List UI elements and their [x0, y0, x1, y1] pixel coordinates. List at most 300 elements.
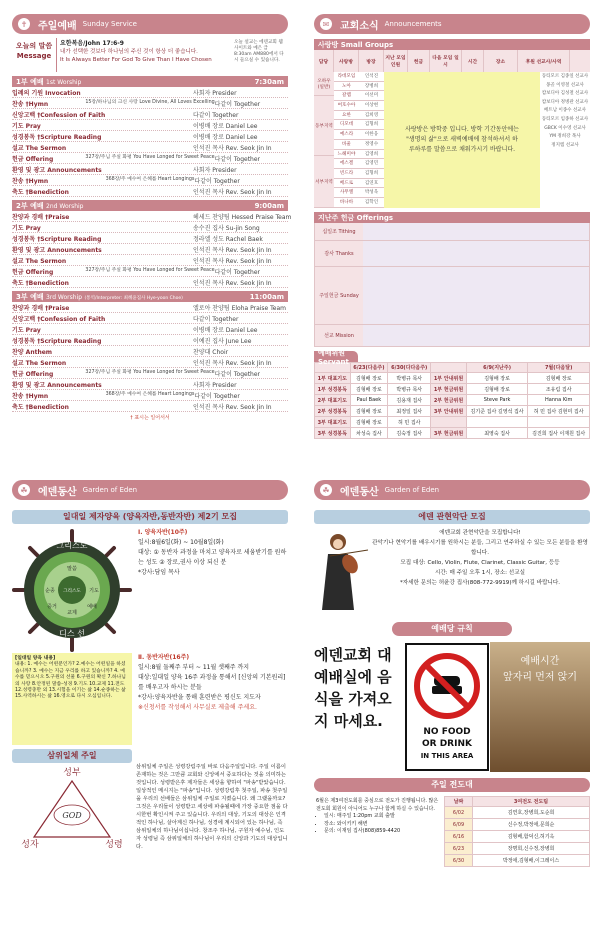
- order-leader: 인석진 목사 Rev. Seok Jin In: [193, 279, 272, 287]
- church-icon: ✝: [18, 18, 30, 30]
- worship-order-row: [12, 98, 288, 109]
- discipleship-content-box: [12, 653, 132, 745]
- second-worship-title-en: 2nd Worship: [46, 202, 84, 210]
- small-group-row: [334, 120, 384, 130]
- worship-order-row: [12, 277, 288, 288]
- order-leader: 이병배 장로 Daniel Lee: [193, 122, 258, 130]
- eden-left-banner: [12, 480, 288, 500]
- order-item: 찬송 †Hymn: [12, 177, 49, 185]
- evangelism-text: 6월은 제3여전도회를 중심으로 전도가 진행됩니다. 많은 전도회 회원이 아니어도 누구나 함께 하실 수 있습니다.: [316, 798, 439, 812]
- worship-order-row: [12, 153, 288, 164]
- servant-name: 김형배 장로: [466, 384, 528, 395]
- servant-name: Paul Baek: [350, 395, 388, 406]
- order-item: 환영 및 광고 Announcements: [12, 166, 102, 174]
- rebroadcast-note: 오늘 설교는 에덴교회 웹사이트와 예은 급 8:30am AM880에서 다시 들으실 수 있습니다.: [234, 40, 284, 63]
- order-leader: 다같이 Together: [214, 100, 261, 108]
- order-item: 기도 Pray: [12, 122, 41, 130]
- no-food-message: 에덴교회 대예배실에 음식을 가져오지 마세요.: [314, 646, 392, 730]
- missionary-item: 정지엠 선교사: [551, 142, 579, 148]
- sunday-service-section: [12, 14, 292, 464]
- small-group-name: 느헤미야: [337, 151, 356, 157]
- small-group-area: 서부지역: [314, 156, 334, 208]
- standing-note: † 표시는 일어서서: [130, 415, 170, 421]
- orch-line3: 모집 대상: Cello, Violin, Flute, Clarinet, Classic Guitar, 등등: [400, 560, 560, 566]
- hymn-title: 368장/주 예수여 은혜를 Heart Longings: [105, 176, 195, 182]
- course1-target: 대상: ① 동반자 과정을 마치고 양육자로 세움받기를 원하는 성도 ② 장로,권사 이상 되신 분: [138, 549, 287, 566]
- small-group-row: [334, 150, 384, 160]
- order-leader: 다같이 Together: [194, 392, 240, 400]
- evangelism-title: 주일 전도대: [314, 778, 590, 792]
- missionary-item: 몽골 이영철 선교사: [546, 82, 584, 88]
- small-group-row: [334, 169, 384, 179]
- banner-title: 교회소식: [340, 20, 379, 32]
- worship-order-row: [12, 109, 288, 120]
- offering-label: 감사 Thanks: [315, 241, 363, 266]
- first-worship-time: 7:30am: [254, 77, 284, 86]
- third-worship: [12, 291, 288, 421]
- content-box-text: 내용: 1. 예수는 어떤분인가? 2.예수는 어떤일을 하셨습니까? 3. 예수는 지금 우리를 하고 있습니까? 4. 예수를 믿으시오 5.구원의 선물 6.구원의 확신 7.하나님의 사랑 8.안정된 말씀-성경 9.기도 10.교제 11.전도 12.성령충만 외 13.시험을 이기는 삶 14.순종하는 삶 15.사역하시는 삶 16.영으로 다시 오심입니다.: [15, 662, 126, 700]
- second-worship-order: [12, 211, 292, 288]
- evangelism-items: [316, 813, 442, 836]
- missionary-item: 캄보디아 김성철 선교사: [541, 91, 589, 97]
- evangelism-team: 신수정,박정애,문희순: [473, 819, 590, 831]
- servant-role: 1부 헌금위원: [431, 384, 467, 395]
- evangelism-date: 6/16: [445, 831, 473, 843]
- servant-name: 김숙정 집사: [388, 428, 431, 439]
- servant-name: 김형배 장로: [466, 373, 528, 384]
- course2-info: [132, 653, 288, 745]
- servant-role: 3부 안내위원: [431, 406, 467, 417]
- servant-row: [315, 395, 590, 406]
- small-group-name: 여호수아: [337, 103, 356, 109]
- small-groups-header: [314, 39, 590, 50]
- small-group-leader: 김영희: [364, 151, 379, 157]
- missionary-item: GBCK 이수영 선교사: [544, 125, 586, 131]
- small-group-column-header: 후원 선교사/사역: [518, 50, 570, 72]
- evangelism-info: [314, 796, 444, 867]
- orchestra-text: [370, 528, 590, 616]
- third-worship-header: [12, 291, 288, 302]
- orchestra-title: 에덴 관현악단 모집: [314, 510, 590, 524]
- sunday-service-banner: [12, 14, 288, 34]
- wheel-center-label: 그리스도: [63, 589, 81, 594]
- evangelism-date: 6/09: [445, 819, 473, 831]
- order-item: 성경봉독 †Scripture Reading: [12, 235, 102, 243]
- servant-role: 1부 안내위원: [431, 373, 467, 384]
- violinist-image: [314, 528, 370, 616]
- scripture-block: [56, 38, 232, 72]
- trinity-body: [12, 763, 288, 883]
- servant-name: [528, 417, 590, 428]
- small-groups-areas: [314, 72, 334, 208]
- servant-row: [315, 417, 590, 428]
- worship-order-row: [12, 335, 288, 346]
- small-group-leader: 김형희: [364, 170, 379, 176]
- worship-order-row: [12, 120, 288, 131]
- eden-right-banner: [314, 480, 590, 500]
- small-groups-table: [314, 50, 590, 208]
- banner-subtitle: Sunday Service: [82, 20, 137, 28]
- banner-title: 에덴동산: [340, 486, 379, 498]
- small-group-row: [334, 198, 384, 208]
- course1-date: 일시:8월6일(화) ~ 10월8일(화): [138, 539, 224, 546]
- evangelism-row: [445, 819, 590, 831]
- servant-role: 3부 성경봉독: [315, 428, 351, 439]
- evangelism-team: 김연호,장병희,도순희: [473, 807, 590, 819]
- offering-label: 선교 Mission: [315, 325, 363, 346]
- trinity-top-label: 성부: [63, 768, 81, 778]
- small-group-column-header: 시간: [462, 50, 484, 72]
- small-group-row: [334, 111, 384, 121]
- small-groups-rows: [334, 72, 384, 208]
- small-group-name: 갈렙: [342, 93, 351, 99]
- eden-right-section: [314, 480, 590, 920]
- offering-label: 주일헌금 Sunday: [315, 267, 363, 324]
- order-leader: 송수진 집사 Su-jin Song: [193, 224, 260, 232]
- trinity-right-label: 성령: [105, 840, 123, 850]
- small-group-row: [334, 82, 384, 92]
- small-group-row: [334, 179, 384, 189]
- evangelism-row: [445, 831, 590, 843]
- small-group-row: [334, 140, 384, 150]
- banner-subtitle: Announcements: [384, 20, 442, 28]
- missionary-item: 캄보디아 정병관 선교사: [541, 99, 589, 105]
- megaphone-icon: ✉: [320, 18, 332, 30]
- orchestra-body: [314, 528, 590, 616]
- order-item: 축도 †Benediction: [12, 279, 69, 287]
- small-group-row: [334, 91, 384, 101]
- banner-title: 에덴동산: [38, 486, 77, 498]
- order-leader: 사회자 Presider: [193, 89, 237, 97]
- small-group-name: 라데모임: [337, 74, 356, 79]
- second-worship-time: 9:00am: [254, 201, 284, 210]
- servant-name: 차성숙 집사: [350, 428, 388, 439]
- wheel-label: 증거: [47, 604, 57, 610]
- servant-name: 김형배 장로: [350, 406, 388, 417]
- small-group-name: 예스라: [339, 132, 354, 138]
- small-group-name: 사무엘: [339, 190, 354, 196]
- course1-title: Ⅰ. 양육자반(10주): [138, 529, 188, 536]
- orch-line4: 시간: 매 주일 오후 1시, 장소: 선교실: [434, 570, 526, 576]
- wheel-label: 교제: [67, 610, 77, 616]
- wheel-label: 순종: [45, 588, 55, 594]
- small-group-leader: 김희영: [364, 112, 379, 118]
- small-group-row: [334, 130, 384, 140]
- servant-name: 김용재 집사: [388, 395, 431, 406]
- small-group-row: [334, 188, 384, 198]
- evangelism-date: 6/02: [445, 807, 473, 819]
- rules-title: 예배당 규칙: [392, 622, 512, 636]
- order-item: 신앙고백 †Confession of Faith: [12, 315, 106, 323]
- missionary-item: 베트남 이종수 선교사: [544, 108, 586, 114]
- order-leader: 이병배 장로 Daniel Lee: [193, 326, 258, 334]
- servant-column-header: 6/23(다음주): [350, 363, 388, 373]
- evangelism-table: [444, 796, 590, 867]
- worship-order-row: [12, 324, 288, 335]
- small-group-leader: 김형희: [364, 122, 379, 128]
- course1-teacher: *강사:담임 목사: [138, 569, 180, 576]
- order-leader: 사회자 Presider: [193, 381, 237, 389]
- orch-line5: *자세한 문의는 허윤강 집사(808-772-9919)께 하시길 바랍니다.: [399, 580, 561, 586]
- evangelism-item: • 일시: 매주일 1:20pm 교회 출발: [324, 813, 442, 821]
- banner-subtitle: Garden of Eden: [384, 486, 440, 494]
- worship-order-row: [12, 368, 288, 379]
- small-group-leader: 이선미: [364, 93, 379, 99]
- servant-name: 김형배 장로: [350, 373, 388, 384]
- small-group-column-header: 담당: [314, 50, 334, 72]
- order-item: 성경봉독 †Scripture Reading: [12, 133, 102, 141]
- worship-order-row: [12, 255, 288, 266]
- small-group-leader: 정영수: [364, 141, 379, 147]
- small-group-name: 요한: [342, 112, 351, 118]
- offering-table: [314, 223, 590, 347]
- order-leader: 다같이 Together: [214, 370, 261, 378]
- servant-header-row: [315, 363, 590, 373]
- servant-name: 박병규 목사: [388, 384, 431, 395]
- servant-name: 김기준 집사 길영석 집사: [466, 406, 528, 417]
- trinity-center-label: GOD: [62, 811, 82, 820]
- ship-wheel-icon: [12, 528, 132, 653]
- supported-missionaries: [540, 72, 590, 208]
- content-box-title: [일대일 양육 내용]: [15, 656, 56, 661]
- evangelism-team: 장명희,신수정,장병희: [473, 843, 590, 855]
- discipleship-wheel: [12, 528, 132, 653]
- wheel-label: 기도: [89, 588, 99, 594]
- small-group-column-header: 방장: [359, 50, 384, 72]
- small-group-column-header: 사랑방: [334, 50, 359, 72]
- order-leader: 엘로아 찬양팀 Eloha Praise Team: [193, 304, 287, 312]
- small-group-leader: 김연호: [364, 180, 379, 186]
- order-item: 신앙고백 †Confession of Faith: [12, 111, 106, 119]
- small-group-column-header: 헌금: [408, 50, 430, 72]
- order-leader: 찬양대 Choir: [193, 348, 229, 356]
- worship-order-row: [12, 379, 288, 390]
- course2-target: 대상:일대일 양육 16주 과정을 통해서 [신앙의 기본원리]를 배우고자 하시는 분들: [138, 674, 286, 691]
- worship-order-row: [12, 222, 288, 233]
- eden-logo-icon: ☘: [320, 484, 332, 496]
- order-leader: 인석진 목사 Rev. Seok Jin In: [193, 359, 272, 367]
- message-label-en: Message: [16, 52, 52, 60]
- banner-subtitle: Garden of Eden: [82, 486, 138, 494]
- evangelism-item: • 장소: 와이키키 해변: [324, 821, 442, 829]
- small-group-name: 바나바: [339, 199, 354, 205]
- no-food-sign: [404, 642, 490, 772]
- order-leader: 인석진 목사 Rev. Seok Jin In: [193, 257, 272, 265]
- servant-row: [315, 428, 590, 439]
- evangelism-column-header: 날짜: [445, 797, 473, 807]
- first-worship: [12, 76, 288, 197]
- course-info: [132, 528, 288, 653]
- servant-name: 김형배 장로: [350, 384, 388, 395]
- small-group-leader: 장병희: [364, 83, 379, 89]
- servant-name: 최정일 집사: [388, 406, 431, 417]
- small-group-column-header: 장소: [484, 50, 518, 72]
- order-item: 헌금 Offering: [12, 370, 54, 378]
- course2-title: Ⅱ. 동반자반(16주): [138, 654, 190, 661]
- servant-name: 김진희 집사 이재원 집사: [528, 428, 590, 439]
- hymn-title: 327장/주님 주실 화평 You Have Longed for Sweet Peace: [85, 369, 215, 375]
- sign-line2: OR DRINK: [422, 739, 472, 749]
- servant-role: 2부 대표기도: [315, 395, 351, 406]
- small-group-leader: 박성욱: [364, 190, 379, 196]
- discipleship-body: [12, 528, 288, 653]
- sign-line3: IN THIS AREA: [420, 752, 474, 760]
- small-group-leader: 김영민: [364, 161, 379, 167]
- worship-order-row: [12, 401, 288, 412]
- small-groups-headers: [314, 50, 590, 72]
- small-group-name: 노아: [342, 83, 351, 89]
- evangelism-schedule: [444, 796, 590, 867]
- missionary-item: 동티모르 임종하 선교사: [541, 116, 589, 122]
- discipleship-lower: [12, 653, 288, 745]
- sign-line1: NO FOOD: [423, 727, 471, 737]
- offering-row-sunday: [315, 267, 589, 325]
- wheel-label: 예배: [87, 604, 97, 610]
- servant-name: Hanna Kim: [528, 395, 590, 406]
- servant-column-header: [431, 363, 467, 373]
- offering-title: 지난주 헌금 Offerings: [318, 213, 394, 222]
- small-group-leader: 인석진: [364, 74, 379, 79]
- servant-name: Steve Park: [466, 395, 528, 406]
- servant-row: [315, 406, 590, 417]
- scripture-ref: 요한복음/John 17:6-9: [60, 40, 124, 47]
- servant-name: 조유림 집사: [528, 384, 590, 395]
- interpreter-note: (통역/Interpreter: 최혜윤집사 Hye-yoon Choe): [84, 295, 183, 301]
- message-label: [12, 38, 56, 72]
- wheel-bottom-label: 디스 선: [59, 629, 85, 638]
- evangelism-row: [445, 807, 590, 819]
- small-groups-body: [314, 72, 590, 208]
- small-group-leader: 김학인: [364, 199, 379, 205]
- message-label-kr: 오늘의 말씀: [15, 42, 53, 50]
- small-group-name: 바울: [342, 141, 351, 147]
- servant-column-header: 7월(다음달): [528, 363, 590, 373]
- order-item: 축도 †Benediction: [12, 188, 69, 196]
- evangelism-date: 6/30: [445, 855, 473, 867]
- offering-row-tithing: [315, 223, 589, 241]
- small-group-name: 빈드라: [339, 170, 354, 176]
- servant-column-header: 6/9(지난주): [466, 363, 528, 373]
- order-leader: 이병배 장로 Daniel Lee: [193, 133, 258, 141]
- servant-name: 김형배 장로: [528, 373, 590, 384]
- order-item: 환영 및 광고 Announcements: [12, 381, 102, 389]
- servant-role: 2부 성경봉독: [315, 406, 351, 417]
- order-item: 헌금 Offering: [12, 155, 54, 163]
- order-item: 기도 Pray: [12, 326, 41, 334]
- order-item: 설교 The Sermon: [12, 257, 67, 265]
- wheel-top-label: 그리스도: [56, 541, 88, 550]
- order-leader: 이예진 집사 June Lee: [193, 337, 252, 345]
- order-leader: 사회자 Presider: [193, 166, 237, 174]
- worship-order-row: [12, 211, 292, 222]
- evangelism-body: [314, 796, 590, 867]
- order-leader: 다같이 Together: [193, 315, 239, 323]
- order-item: 설교 The Sermon: [12, 144, 67, 152]
- front-seat-line1: 예배시간: [520, 656, 560, 667]
- first-worship-order: [12, 87, 288, 197]
- servant-role: 1부 성경봉독: [315, 384, 351, 395]
- small-group-area: 동부지역: [314, 96, 334, 156]
- order-item: 환영 및 광고 Announcements: [12, 246, 102, 254]
- message-block: [12, 38, 288, 72]
- servant-role: [431, 417, 467, 428]
- worship-order-row: [12, 186, 288, 197]
- order-item: 입례의 기원 Invocation: [12, 89, 81, 97]
- order-item: 헌금 Offering: [12, 268, 54, 276]
- orch-line1: 에덴교회 관현악단을 모집합니다!: [439, 530, 521, 536]
- servant-header: [314, 348, 358, 366]
- order-leader: 헤세드 찬양팀 Hessed Praise Team: [193, 213, 292, 221]
- hymn-title: 327장/주님 주실 화평 You Have Longed for Sweet Peace: [85, 267, 215, 273]
- trinity-left-label: 성자: [21, 840, 39, 850]
- eden-logo-icon: ☘: [18, 484, 30, 496]
- servant-name: 김형배 장로: [350, 417, 388, 428]
- hymn-title: 15장/하나님의 크신 사랑 Love Divine, All Loves Excelling: [85, 99, 215, 105]
- missionary-item: YM 정희강 목사: [549, 134, 581, 140]
- worship-order-row: [12, 302, 288, 313]
- order-item: 설교 The Sermon: [12, 359, 67, 367]
- evangelism-row: [445, 843, 590, 855]
- evangelism-team: 박정애,김형배,이그레이스: [473, 855, 590, 867]
- order-leader: 정라엘 성도 Rachel Baek: [193, 235, 263, 243]
- servant-role: 3부 대표기도: [315, 417, 351, 428]
- order-item: 성경봉독 †Scripture Reading: [12, 337, 102, 345]
- verse-kr: 내가 선택한 것보다 하나님의 주신 것이 항상 더 좋습니다.: [60, 49, 198, 55]
- offering-row-thanks: [315, 241, 589, 267]
- small-group-leader: 이한웅: [364, 132, 379, 138]
- third-worship-title: 3부 예배: [16, 292, 44, 301]
- small-group-name: 에스겔: [339, 161, 354, 167]
- worship-order-row: [12, 244, 288, 255]
- summer-break-message: 사랑방은 방학중 입니다. 방학 기간동안에는 "생명의 삶"으로 새벽예배에 참석하셔서 하루하루를 말씀으로 채워가시기 바랍니다.: [384, 72, 540, 208]
- pews-image: [490, 642, 590, 772]
- worship-order-row: [12, 390, 288, 401]
- small-group-column-header: 다음 모임 일시: [430, 50, 462, 72]
- servant-column-header: 6/30(다다음주): [388, 363, 431, 373]
- order-item: 기도 Pray: [12, 224, 41, 232]
- servant-role: 3부 헌금위원: [431, 428, 467, 439]
- worship-order-row: [12, 313, 288, 324]
- servant-row: [315, 384, 590, 395]
- verse-en: It Is Always Better For God To Give Than I Have Chosen: [60, 57, 212, 63]
- hymn-title: 327장/주님 주실 화평 You Have Longed for Sweet Peace: [85, 154, 215, 160]
- order-leader: 인석진 목사 Rev. Seok Jin In: [193, 144, 272, 152]
- eden-left-section: [12, 480, 288, 920]
- course2-date: 일시:8월 둘째주 부터 ~ 11월 셋째주 까지: [138, 664, 250, 671]
- servant-name: 박병규 목사: [388, 373, 431, 384]
- trinity-text: 삼위일체 주일은 성령강림주일 바로 다음주일입니다. 주일 이름이 존재하는 것은 그만큼 교회와 신앙에서 중요하다는 것을 의미하는 것입니다. 성령받은후 제자들은 세상을 향하여 "파송"받았습니다. 일상적인 메시지는 "파송"입니다. 성령강림후 첫주일, 파송 첫주일을 우리의 선배들은 삼위일체 주일로 지켰습니다. 왜 그랬을까요? 그것은 우리들이 성령받고 세상에 파송될때에 가장 중요한 점을 다시한번 확인시켜 주고 있습니다. 우리의 대상, 기도의 대상은 인격적인 하나님, 살아계신 하나님, 성경에 계시되어 있는 하나님, 즉 삼위일체의 하나님이십니다. 창조주 하나님, 구원자 예수님, 인도자 성령님 즉 삼위일체의 하나님이 우리의 신앙과 기도의 대상입니다.: [136, 764, 288, 850]
- worship-order-row: [12, 164, 288, 175]
- trinity-triangle-icon: [12, 763, 132, 851]
- small-group-name: 베드로: [339, 180, 354, 186]
- small-group-name: 디모데: [339, 122, 354, 128]
- order-item: 찬송 †Hymn: [12, 100, 49, 108]
- second-worship: [12, 200, 292, 288]
- order-leader: 다같이 Together: [194, 177, 240, 185]
- small-groups-title: 사랑방 Small Groups: [318, 40, 394, 49]
- announcements-banner: [314, 14, 590, 34]
- servant-role: 2부 헌금위원: [431, 395, 467, 406]
- course2-teacher: *강사:양육자반을 통해 훈련받은 평신도 지도자: [138, 694, 261, 701]
- servant-name: [466, 417, 528, 428]
- servant-name: 허 민 집사 김현미 집사: [528, 406, 590, 417]
- evangelism-item: • 문의: 이재임 집사(808)859-4420: [324, 828, 442, 836]
- offering-label: 십일조 Tithing: [315, 223, 363, 240]
- worship-order-row: [12, 142, 288, 153]
- evangelism-team: 김형배,함덕신,허기옥: [473, 831, 590, 843]
- worship-order-row: [12, 233, 288, 244]
- worship-order-row: [12, 131, 288, 142]
